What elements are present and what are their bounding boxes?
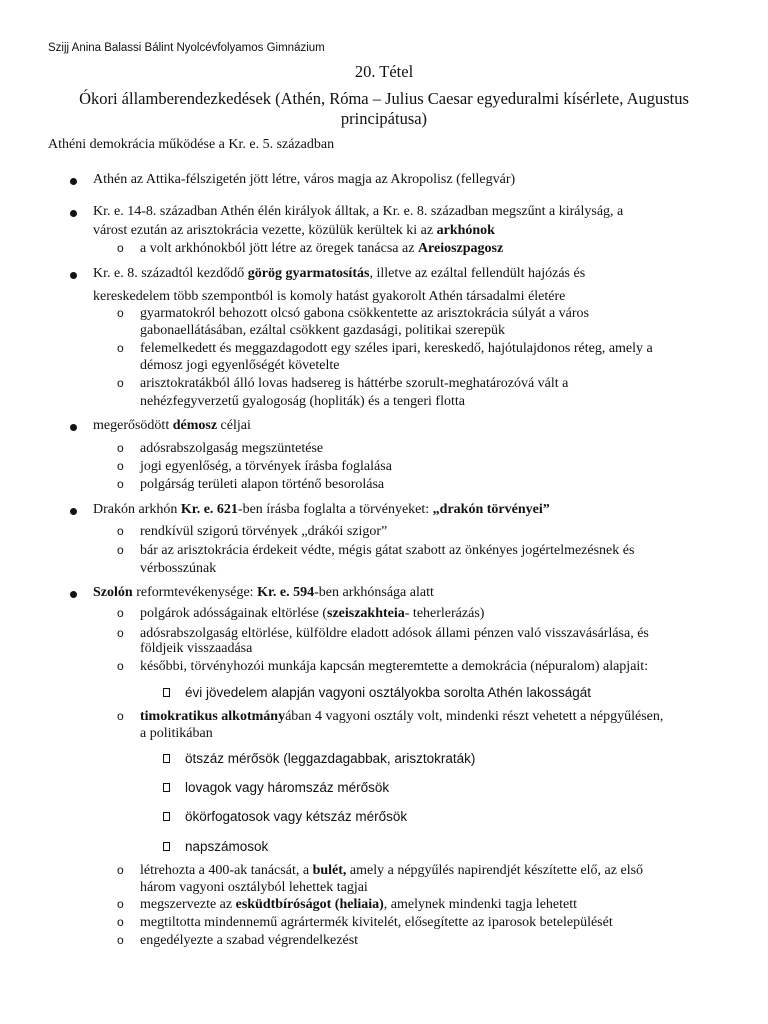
sub-list-item: létrehozta a 400-ak tanácsát, a bulét, amely a népgyűlés napirendjét készítette elő, az első <box>140 863 644 878</box>
list-item: Athén az Attika-félszigetén jött létre, város magja az Akropolisz (fellegvár) <box>93 172 516 187</box>
bullet-icon <box>70 508 77 515</box>
square-bullet-icon <box>162 841 172 853</box>
square-bullet-icon <box>162 811 172 823</box>
circle-bullet-icon: o <box>117 897 124 911</box>
sub-list-item: polgárság területi alapon történő besorolása <box>140 477 385 492</box>
circle-bullet-icon: o <box>117 477 124 491</box>
sub-list-item: a volt arkhónokból jött létre az öregek tanácsa az Areioszpagosz <box>140 241 504 256</box>
circle-bullet-icon: o <box>117 863 124 877</box>
square-bullet-icon <box>162 782 172 794</box>
circle-bullet-icon: o <box>117 543 124 557</box>
sub-list-item-continuation: a politikában <box>140 726 213 741</box>
list-item: Szolón reformtevékenysége: Kr. e. 594-ben arkhónsága alatt <box>93 585 434 600</box>
circle-bullet-icon: o <box>117 459 124 473</box>
list-item: Drakón arkhón Kr. e. 621-ben írásba foglalta a törvényeket: „drakón törvényei” <box>93 502 550 517</box>
list-item-continuation: várost ezután az arisztokrácia vezette, közülük kerültek ki az arkhónok <box>93 223 495 238</box>
circle-bullet-icon: o <box>117 376 124 390</box>
circle-bullet-icon: o <box>117 659 124 673</box>
sub-sub-list-item: lovagok vagy háromszáz mérősök <box>185 780 390 795</box>
exam-number: 20. Tétel <box>354 62 414 81</box>
circle-bullet-icon: o <box>117 709 124 723</box>
bullet-icon <box>70 178 77 185</box>
sub-list-item: jogi egyenlőség, a törvények írásba foglalása <box>140 459 392 474</box>
school-name: Szijj Anina Balassi Bálint Nyolcévfolyamos Gimnázium <box>48 42 325 54</box>
circle-bullet-icon: o <box>117 524 124 538</box>
bullet-icon <box>70 424 77 431</box>
sub-list-item: felemelkedett és meggazdagodott egy széles ipari, kereskedő, hajótulajdonos réteg, amely a <box>140 341 653 356</box>
sub-list-item-continuation: démosz jogi egyenlőségét követelte <box>140 358 340 373</box>
page-title-line-2: principátusa) <box>340 109 428 128</box>
circle-bullet-icon: o <box>117 626 124 640</box>
sub-list-item: későbbi, törvényhozói munkája kapcsán megteremtette a demokrácia (népuralom) alapjait: <box>140 659 649 674</box>
sub-list-item-continuation: gabonaellátásában, ezáltal csökkent gazdasági, politikai szerepük <box>140 323 506 338</box>
sub-list-item: engedélyezte a szabad végrendelkezést <box>140 933 359 948</box>
sub-list-item: megszervezte az esküdtbíróságot (heliaia), amelynek mindenki tagja lehetett <box>140 897 578 912</box>
list-item: Kr. e. 8. századtól kezdődő görög gyarmatosítás, illetve az ezáltal fellendült hajózás és <box>93 266 586 281</box>
circle-bullet-icon: o <box>117 606 124 620</box>
square-bullet-icon <box>162 687 172 699</box>
sub-sub-list-item: ökörfogatosok vagy kétszáz mérősök <box>185 809 408 824</box>
sub-sub-list-item: évi jövedelem alapján vagyoni osztályokba sorolta Athén lakosságát <box>185 685 592 700</box>
list-item: Kr. e. 14-8. században Athén élén királyok álltak, a Kr. e. 8. században megszűnt a királyság, a <box>93 204 624 219</box>
list-item: megerősödött démosz céljai <box>93 418 251 433</box>
bullet-icon <box>70 591 77 598</box>
sub-sub-list-item: napszámosok <box>185 839 269 854</box>
sub-list-item-continuation: három vagyoni osztályból lehettek tagjai <box>140 880 368 895</box>
sub-list-item: gyarmatokról behozott olcsó gabona csökkentette az arisztokrácia súlyát a város <box>140 306 589 321</box>
sub-list-item: bár az arisztokrácia érdekeit védte, mégis gátat szabott az önkényes jogértelmezésnek és <box>140 543 635 558</box>
bullet-icon <box>70 272 77 279</box>
sub-list-item: megtiltotta mindennemű agrártermék kivitelét, elősegítette az iparosok betelepülését <box>140 915 613 930</box>
section-intro: Athéni demokrácia működése a Kr. e. 5. században <box>48 137 335 152</box>
sub-list-item-continuation: nehézfegyverzetű gyalogoság (hopliták) és a tengeri flotta <box>140 394 465 409</box>
circle-bullet-icon: o <box>117 933 124 947</box>
sub-sub-list-item: ötszáz mérősök (leggazdagabbak, arisztokraták) <box>185 751 476 766</box>
sub-list-item: polgárok adósságainak eltörlése (szeiszakhteia- teherlerázás) <box>140 606 485 621</box>
sub-list-item: timokratikus alkotmányában 4 vagyoni osztály volt, mindenki részt vehetett a népgyűlésen, <box>140 709 664 724</box>
sub-list-item: adósrabszolgaság megszüntetése <box>140 441 324 456</box>
sub-list-item: adósrabszolgaság eltörlése, külföldre eladott adósok állami pénzen való visszavásárlása, és <box>140 626 649 641</box>
circle-bullet-icon: o <box>117 341 124 355</box>
circle-bullet-icon: o <box>117 241 124 255</box>
bullet-icon <box>70 210 77 217</box>
sub-list-item-continuation: vérbosszúnak <box>140 561 217 576</box>
square-bullet-icon <box>162 753 172 765</box>
sub-list-item: rendkívül szigorú törvények „drákói szigor” <box>140 524 388 539</box>
circle-bullet-icon: o <box>117 306 124 320</box>
circle-bullet-icon: o <box>117 441 124 455</box>
page-title-line-1: Ókori államberendezkedések (Athén, Róma – Julius Caesar egyeduralmi kísérlete, Augustus <box>79 89 689 108</box>
list-item-continuation: kereskedelem több szempontból is komoly hatást gyakorolt Athén társadalmi életére <box>93 289 566 304</box>
circle-bullet-icon: o <box>117 915 124 929</box>
sub-list-item: arisztokratákból álló lovas hadsereg is háttérbe szorult-meghatározóvá vált a <box>140 376 569 391</box>
sub-list-item-continuation: földjeik visszaadása <box>140 641 253 656</box>
